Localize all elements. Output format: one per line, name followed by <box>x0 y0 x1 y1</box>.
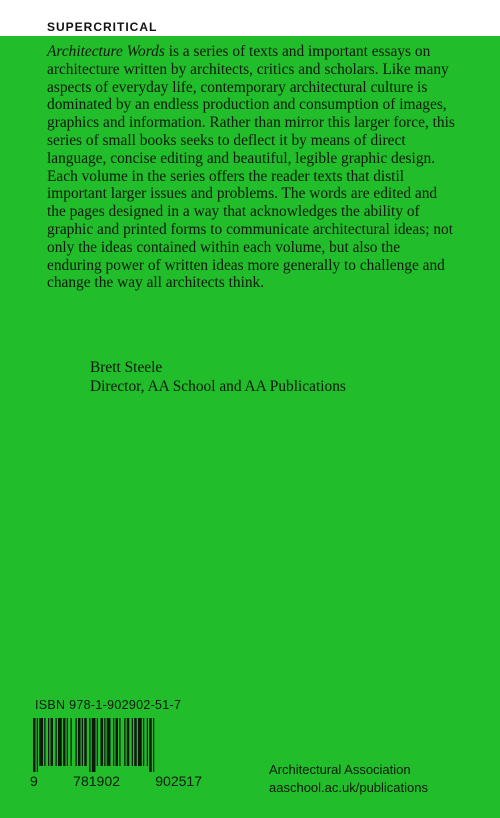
barcode-bar <box>33 718 36 772</box>
barcode-bar <box>39 718 43 766</box>
barcode-bar <box>97 718 98 766</box>
barcode-bar <box>101 718 104 766</box>
barcode-digit-group-right: 902517 <box>155 773 202 789</box>
barcode-bar <box>116 718 119 766</box>
barcode-digit-group-left: 781902 <box>73 773 120 789</box>
publisher-name: Architectural Association <box>269 762 411 777</box>
blurb-body: is a series of texts and important essays on architecture written by architects, critics and scholars. Like many aspects of everyday life, contemporary architectural culture is dominated by an endless production and consumption of images, graphics and information. Rather than mirror this larger force, this series of small books seeks to deflect it by means of direct language, concise editing and beautiful, legible graphic design. Each volume in the series offers the reader texts that distil important larger issues and problems. The words are edited and the pages designed in a way that acknowledges the ability of graphic and printed forms to communicate architectural ideas; not only the ideas contained within each volume, but also the enduring power of written ideas more generally to challenge and change the way all architects think. <box>47 43 455 292</box>
barcode-bar <box>76 718 77 766</box>
barcode-bar <box>143 718 144 766</box>
barcode-bar <box>104 718 105 766</box>
barcode-bar <box>107 718 111 766</box>
barcode-bar <box>124 718 125 766</box>
barcode-bar <box>63 718 66 766</box>
barcode-bar <box>92 718 96 772</box>
barcode-bar <box>149 718 152 772</box>
publisher-link[interactable]: aaschool.ac.uk/publications <box>269 780 428 795</box>
isbn-label: ISBN 978-1-902902-51-7 <box>35 698 182 712</box>
barcode-bar <box>48 718 49 766</box>
barcode-bar <box>67 718 68 766</box>
barcode-bar <box>44 718 45 766</box>
barcode-bar <box>82 718 83 766</box>
series-name: Architecture Words <box>47 43 165 60</box>
series-title: SUPERCRITICAL <box>47 20 158 34</box>
barcode-bar <box>138 718 142 766</box>
barcode-digit-prefix: 9 <box>30 773 38 789</box>
barcode-bar <box>78 718 81 766</box>
blurb-paragraph <box>47 43 457 292</box>
barcode-bar <box>134 718 137 766</box>
publisher-block <box>269 761 428 797</box>
signature-name: Brett Steele <box>90 359 163 376</box>
barcode-icon <box>33 718 199 772</box>
barcode-bar <box>51 718 54 766</box>
signature-block <box>90 359 346 396</box>
barcode-bar <box>132 718 133 766</box>
barcode-bar <box>113 718 114 766</box>
barcode-digits <box>30 773 202 789</box>
barcode-bar <box>153 718 154 772</box>
barcode-bar <box>127 718 130 766</box>
barcode-bar <box>37 718 38 772</box>
barcode-bar <box>58 718 62 766</box>
signature-role: Director, AA School and AA Publications <box>90 377 346 395</box>
barcode-bar <box>119 718 120 766</box>
barcode-bar <box>56 718 57 766</box>
barcode-bar <box>84 718 87 766</box>
barcode-bar <box>89 718 90 772</box>
barcode-bar <box>147 718 148 766</box>
barcode-bar <box>71 718 72 766</box>
